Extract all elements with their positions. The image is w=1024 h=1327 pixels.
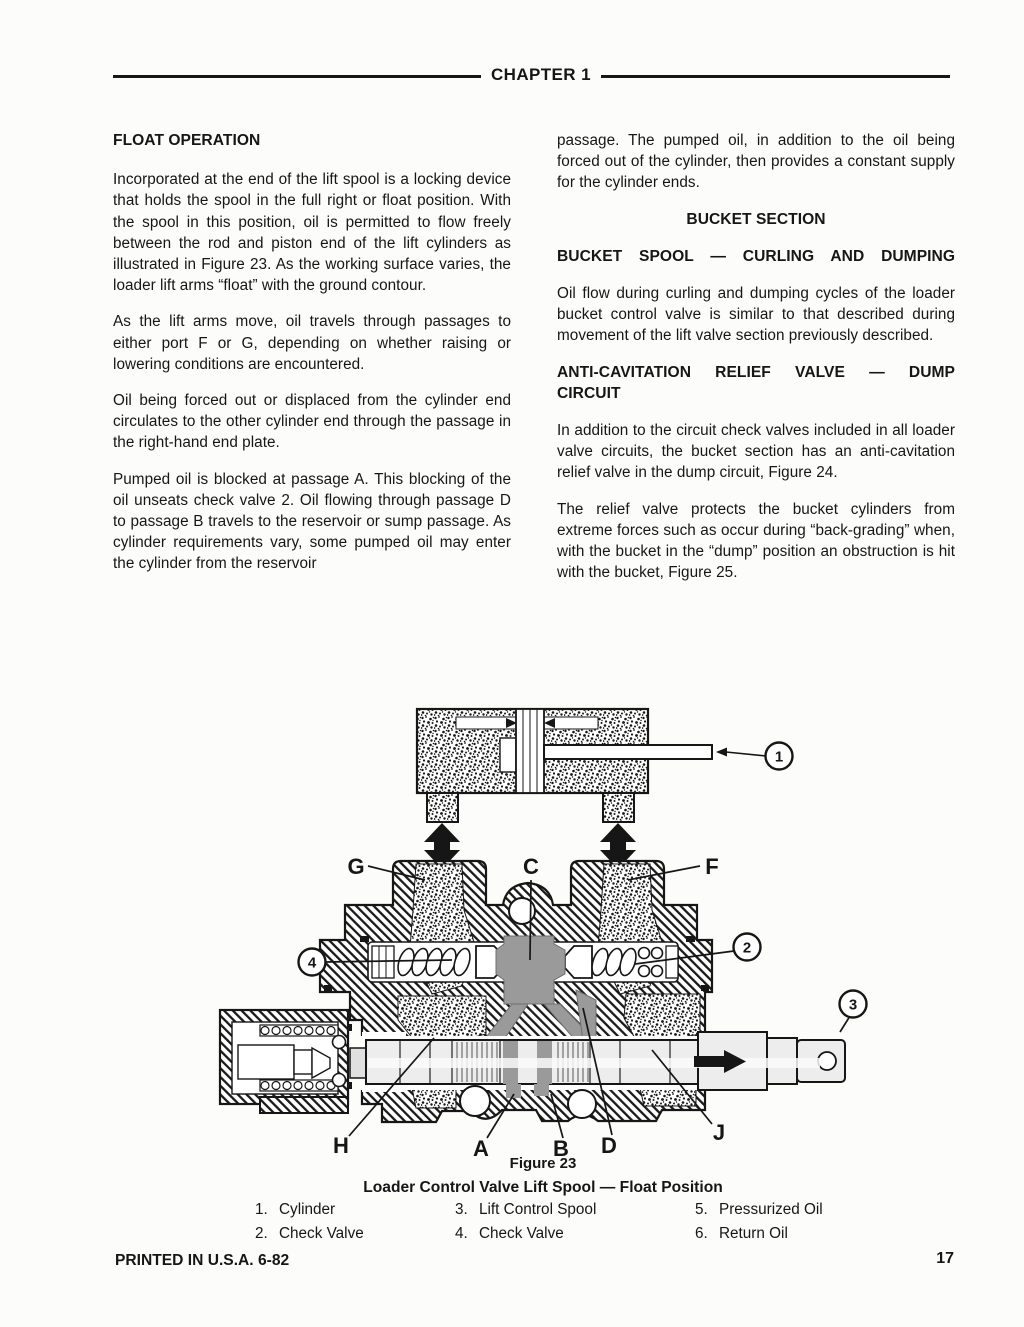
piston-rod xyxy=(544,745,712,759)
legend-item: 6. Return Oil xyxy=(695,1225,788,1242)
chapter-title: CHAPTER 1 xyxy=(491,65,591,84)
chapter-header xyxy=(113,66,950,86)
figure-caption-number: Figure 23 xyxy=(509,1155,577,1172)
figure-caption-title: Loader Control Valve Lift Spool — Float Position xyxy=(363,1179,723,1196)
svg-text:2: 2 xyxy=(742,939,752,957)
port-c-label: C xyxy=(523,854,539,879)
paragraph: As the lift arms move, oil travels through passages to either port F or G, depending on whether raising or lowering conditions are encountered. xyxy=(113,313,511,373)
figure-23-diagram xyxy=(200,690,900,1168)
paragraph: In addition to the circuit check valves included in all loader valve circuits, the bucket section has an anti-cavitation relief valve in the dump circuit, Figure 24. xyxy=(557,422,955,482)
svg-text:1: 1 xyxy=(774,748,784,766)
callout-4 xyxy=(299,949,326,976)
callout-2 xyxy=(734,934,761,961)
paragraph: Oil flow during curling and dumping cycles of the loader bucket control valve is similar to that described during movement of the lift valve section previously described. xyxy=(557,285,955,345)
section-heading-bucket-section: BUCKET SECTION xyxy=(686,210,826,228)
page-number: 17 xyxy=(936,1250,954,1267)
right-column xyxy=(557,130,955,598)
legend-item: 3. Lift Control Spool xyxy=(455,1201,597,1218)
leader-arrowhead-icon xyxy=(716,748,727,757)
figure-legend-column-3 xyxy=(695,1198,823,1246)
port-h-label: H xyxy=(333,1133,349,1158)
legend-item: 5. Pressurized Oil xyxy=(695,1201,823,1218)
lift-control-spool xyxy=(350,1032,845,1098)
piston xyxy=(516,709,544,793)
spool-clevis-hole xyxy=(818,1052,836,1070)
legend-item: 1. Cylinder xyxy=(255,1201,336,1218)
check-valve-2-poppet xyxy=(565,946,592,978)
piston-nut xyxy=(500,738,516,772)
section-heading-bucket-spool: BUCKET SPOOL — CURLING AND DUMPING xyxy=(557,247,955,265)
figure-legend-column-1 xyxy=(255,1198,364,1246)
passage-a-label: A xyxy=(473,1136,489,1161)
callout-1 xyxy=(716,743,793,770)
detent-ball xyxy=(333,1036,346,1049)
paragraph: passage. The pumped oil, in addition to the oil being forced out of the cylinder, then provides a constant supply for the cylinder ends. xyxy=(557,132,955,192)
port-f-label: F xyxy=(705,854,719,879)
section-heading-anticavitation-line2: CIRCUIT xyxy=(557,384,621,402)
figure-legend-column-2 xyxy=(455,1198,596,1246)
print-credit: PRINTED IN U.S.A. 6-82 xyxy=(115,1252,290,1269)
passage-b-label: B xyxy=(553,1136,569,1161)
legend-item: 4. Check Valve xyxy=(455,1225,564,1242)
bottom-passage-hole xyxy=(460,1086,490,1116)
check-valve-4-spring xyxy=(395,947,473,978)
paragraph: Oil being forced out or displaced from the cylinder end circulates to the other cylinder end through the passage in the right-hand end plate. xyxy=(113,392,511,452)
section-heading-anticavitation-line1: ANTI-CAVITATION RELIEF VALVE — DUMP xyxy=(557,363,955,381)
detent-ball xyxy=(333,1074,346,1087)
port-j-label: J xyxy=(712,1120,726,1145)
callout-3 xyxy=(840,991,867,1018)
bottom-passage-hole xyxy=(568,1090,596,1118)
paragraph: The relief valve protects the bucket cylinders from extreme forces such as occur during “back-grading” when, with the bucket in the “dump” position an obstruction is hit with the bucket, Figure 25. xyxy=(557,500,955,582)
passage-d-label: D xyxy=(601,1133,617,1158)
svg-text:4: 4 xyxy=(307,954,317,972)
port-g-label: G xyxy=(347,854,365,879)
header-rule-right xyxy=(601,75,950,78)
legend-item: 2. Check Valve xyxy=(255,1225,364,1242)
detent-plunger xyxy=(238,1045,294,1079)
svg-text:3: 3 xyxy=(848,996,858,1014)
cylinder-cross-section xyxy=(417,709,712,822)
paragraph: Incorporated at the end of the lift spool is a locking device that holds the spool in the full right or float position. With the spool in this position, oil is permitted to flow freely between the rod and piston end of the lift cylinders as illustrated in Figure 23. As the working surface varies, the loader lift arms “float” with the ground contour. xyxy=(113,171,511,295)
header-rule-left xyxy=(113,75,481,78)
paragraph: Pumped oil is blocked at passage A. This blocking of the oil unseats check valve 2. Oil flowing through passage D to passage B travels to the reservoir or sump passage. As cylinder requirements vary, some pumped oil may enter the cylinder from the reservoir xyxy=(113,470,511,573)
left-column xyxy=(113,130,511,590)
section-heading-float-operation: FLOAT OPERATION xyxy=(113,132,261,149)
